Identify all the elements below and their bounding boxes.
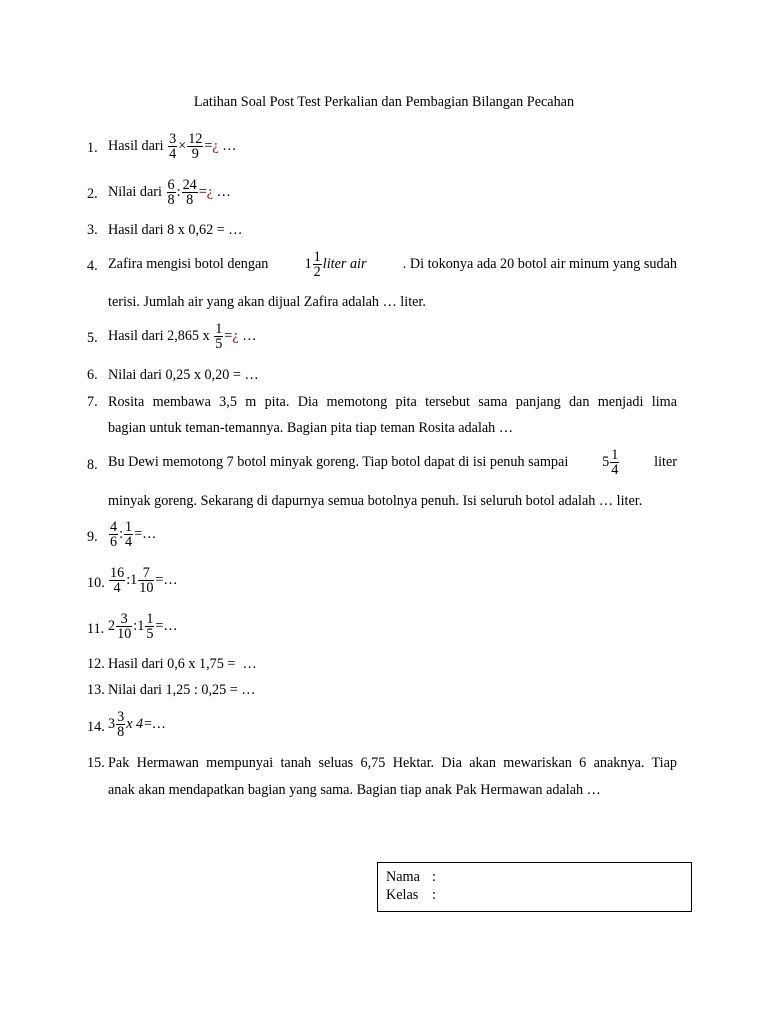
question-number: 9.: [87, 529, 98, 545]
question-text: Rosita membawa 3,5 m pita. Dia memotong pita tersebut sama panjang dan menjadi lima: [108, 394, 677, 410]
question-text: liter: [654, 454, 677, 471]
inverted-question-mark: ¿: [212, 137, 219, 154]
question-number: 5.: [87, 330, 98, 346]
question-number: 11.: [87, 621, 105, 637]
question-8: [87, 448, 677, 512]
fraction: $\frac{1}{5}$: [215, 321, 223, 353]
question-4: [87, 250, 677, 310]
question-text-line2: minyak goreng. Sekarang di dapurnya semua botolnya penuh. Isi seluruh botol adalah … liter.: [108, 493, 643, 509]
question-number: 8.: [87, 457, 98, 473]
student-info-box: [377, 862, 692, 912]
question-15: [87, 755, 677, 803]
question-text: Pak Hermawan mempunyai tanah seluas 6,75 Hektar. Dia akan mewariskan 6 anaknya. Tiap: [108, 755, 677, 771]
question-11: [87, 612, 677, 646]
question-number: 6.: [87, 367, 98, 383]
question-5: 5. Hasil dari 2,865 x $\frac{1}{5}$ =¿ …: [87, 321, 257, 353]
question-text: Hasil dari 2,865 x: [108, 327, 210, 344]
question-1: 1. Hasil dari $\frac{3}{4}$ × $\frac{12}{9}$ =¿ …: [87, 131, 237, 163]
question-text: . Di tokonya ada 20 botol air minum yang sudah: [402, 256, 677, 273]
question-number: 1.: [87, 140, 98, 156]
colon: :: [432, 887, 436, 903]
mixed-fraction: 5 $\frac{1}{4}$: [602, 447, 619, 479]
fraction: $\frac{24}{8}$: [182, 177, 197, 209]
name-label: Nama: [386, 869, 420, 885]
question-text: Nilai dari 1,25 : 0,25 = …: [108, 682, 256, 698]
question-10: [87, 566, 677, 600]
question-number: 7.: [87, 394, 98, 410]
question-number: 10.: [87, 575, 105, 591]
page-title: Latihan Soal Post Test Perkalian dan Pembagian Bilangan Pecahan: [193, 94, 575, 110]
question-number: 13.: [87, 682, 105, 698]
question-text: Hasil dari 0,6 x 1,75 = …: [108, 656, 257, 672]
question-text-line2: terisi. Jumlah air yang akan dijual Zafira adalah … liter.: [108, 294, 426, 310]
inverted-question-mark: ¿: [232, 327, 239, 344]
question-14: [87, 710, 677, 744]
question-text-line2: anak akan mendapatkan bagian yang sama. Bagian tiap anak Pak Hermawan adalah …: [108, 782, 601, 798]
question-number: 2.: [87, 186, 98, 202]
operator: ×: [178, 137, 187, 154]
class-label: Kelas: [386, 887, 419, 903]
colon: :: [432, 869, 436, 885]
question-text-line2: bagian untuk teman-temannya. Bagian pita tiap teman Rosita adalah …: [108, 420, 514, 436]
mixed-fraction: 1 $\frac{1}{2}$ liter air: [304, 249, 367, 281]
math-expression: $\frac{4}{6}$ : $\frac{1}{4}$ =…: [110, 519, 157, 551]
question-2: 2. Nilai dari $\frac{6}{8}$ : $\frac{24}{8}$ =¿ …: [87, 177, 231, 209]
question-number: 3.: [87, 222, 98, 238]
fraction: $\frac{3}{4}$: [169, 131, 177, 163]
question-text: Bu Dewi memotong 7 botol minyak goreng. Tiap botol dapat di isi penuh sampai: [108, 454, 569, 471]
fraction: $\frac{6}{8}$: [167, 177, 175, 209]
question-text: Nilai dari 0,25 x 0,20 = …: [108, 367, 259, 383]
operator: :: [176, 183, 181, 200]
name-row: [386, 868, 683, 886]
question-number: 15.: [87, 755, 105, 771]
inverted-question-mark: ¿: [206, 183, 214, 200]
class-row: [386, 886, 683, 904]
question-number: 12.: [87, 656, 105, 672]
question-text: Hasil dari 8 x 0,62 = …: [108, 222, 243, 238]
question-text: Zafira mengisi botol dengan: [108, 256, 269, 273]
fraction: $\frac{12}{9}$: [188, 131, 203, 163]
math-expression: 2 $\frac{3}{10}$ :1 $\frac{1}{5}$ =…: [108, 611, 178, 643]
question-text: Nilai dari: [108, 183, 162, 200]
question-7: [87, 394, 677, 442]
question-number: 14.: [87, 719, 105, 735]
math-expression: $\frac{16}{4}$ :1 $\frac{7}{10}$ =…: [110, 565, 178, 597]
question-number: 4.: [87, 258, 98, 274]
question-text: Hasil dari: [108, 137, 164, 154]
math-expression: 3 $\frac{3}{8}$ x 4=…: [108, 709, 166, 741]
question-9: [87, 520, 677, 554]
